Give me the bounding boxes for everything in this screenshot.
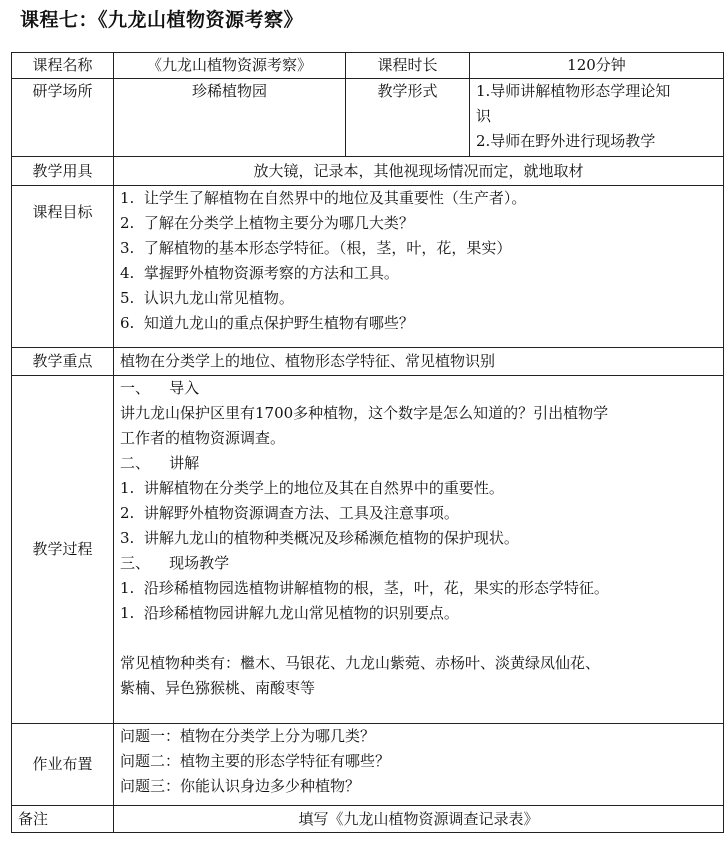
duration-value: 120分钟 [470, 53, 724, 79]
process-body [114, 376, 724, 724]
tools-label: 教学用具 [12, 157, 114, 186]
form-line: 1.导师讲解植物形态学理论知 [476, 82, 671, 100]
row-process [12, 376, 724, 724]
remarks-value: 填写《九龙山植物资源调查记录表》 [114, 806, 724, 833]
process-line: 1. 讲解植物在分类学上的地位及其在自然界中的重要性。 [120, 479, 504, 497]
remarks-label: 备注 [12, 806, 114, 833]
row-course-name [12, 53, 724, 79]
course-name-value: 《九龙山植物资源考察》 [114, 53, 346, 79]
goal-item: 2. 了解在分类学上植物主要分为哪几大类？ [120, 214, 414, 232]
process-line: 讲九龙山保护区里有1700多种植物，这个数字是怎么知道的？引出植物学 [120, 404, 609, 422]
spacer [120, 626, 717, 651]
form-line: 识 [476, 107, 492, 125]
goal-item: 5. 认识九龙山常见植物。 [120, 289, 294, 307]
process-line: 工作者的植物资源调查。 [120, 429, 286, 447]
row-tools [12, 157, 724, 186]
row-goals [12, 186, 724, 348]
homework-item: 问题二：植物主要的形态学特征有哪些？ [120, 752, 391, 770]
process-line: 一、 导入 [120, 379, 200, 397]
goal-item: 1. 让学生了解植物在自然界中的地位及其重要性（生产者）。 [120, 189, 527, 207]
focus-value: 植物在分类学上的地位、植物形态学特征、常见植物识别 [114, 348, 724, 376]
row-homework [12, 724, 724, 806]
form-line: 2.导师在野外进行现场教学 [476, 132, 656, 150]
venue-label: 研学场所 [12, 79, 114, 157]
process-line: 3. 讲解九龙山的植物种类概况及珍稀濒危植物的保护现状。 [120, 529, 519, 547]
process-line: 2. 讲解野外植物资源调查方法、工具及注意事项。 [120, 504, 459, 522]
tools-value: 放大镜，记录本，其他视现场情况而定，就地取材 [114, 157, 724, 186]
homework-list [114, 724, 724, 806]
process-line: 1. 沿珍稀植物园选植物讲解植物的根，茎，叶，花，果实的形态学特征。 [120, 579, 609, 597]
goal-item: 3. 了解植物的基本形态学特征。（根，茎，叶，花，果实） [120, 239, 512, 257]
process-line: 二、 讲解 [120, 454, 200, 472]
focus-label: 教学重点 [12, 348, 114, 376]
goals-label: 课程目标 [12, 186, 114, 348]
venue-value: 珍稀植物园 [114, 79, 346, 157]
course-name-label: 课程名称 [12, 53, 114, 79]
page-title: 课程七：《九龙山植物资源考察》 [20, 9, 304, 31]
form-value [470, 79, 724, 157]
process-line: 三、 现场教学 [120, 554, 230, 572]
course-table [11, 52, 724, 833]
goal-item: 6. 知道九龙山的重点保护野生植物有哪些？ [120, 314, 414, 332]
goal-item: 4. 掌握野外植物资源考察的方法和工具。 [120, 264, 399, 282]
homework-label: 作业布置 [12, 724, 114, 806]
form-label: 教学形式 [346, 79, 470, 157]
row-remarks [12, 806, 724, 833]
process-line: 1. 沿珍稀植物园讲解九龙山常见植物的识别要点。 [120, 604, 459, 622]
homework-item: 问题三：你能认识身边多少种植物？ [120, 777, 361, 795]
process-label: 教学过程 [12, 376, 114, 724]
goals-list [114, 186, 724, 348]
duration-label: 课程时长 [346, 53, 470, 79]
row-venue [12, 79, 724, 157]
row-focus [12, 348, 724, 376]
homework-item: 问题一：植物在分类学上分为哪几类？ [120, 727, 376, 745]
process-line: 常见植物种类有：檵木、马银花、九龙山紫菀、赤杨叶、淡黄绿凤仙花、 [120, 654, 601, 672]
process-line: 紫楠、异色猕猴桃、南酸枣等 [120, 679, 316, 697]
